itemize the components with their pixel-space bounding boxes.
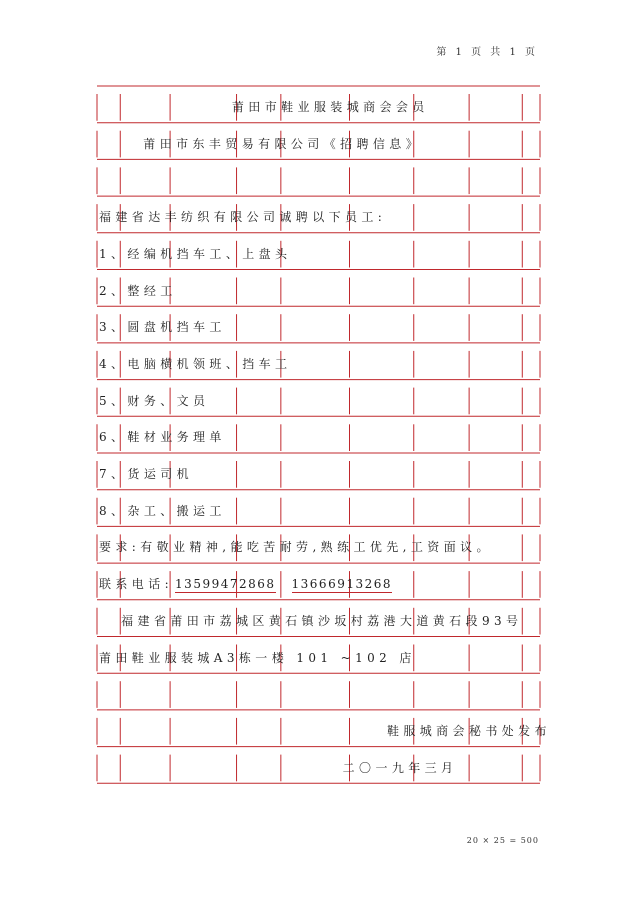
text-line [99,318,226,335]
text-line [99,649,416,666]
text-line-content: 3、圆盘机挡车工 [99,320,226,335]
page-footer: 20 × 25 = 500 [466,836,539,845]
text-line-content: 4、电脑横机领班、挡车工 [99,356,292,371]
text-line [143,135,422,152]
text-line [99,538,493,555]
text-line-content: 莆田市鞋业服装城商会会员 [231,100,429,114]
text-line [99,208,386,225]
text-line-content: 8、杂工、搬运工 [99,503,226,518]
text-line [99,502,226,519]
text-line-content: 鞋服城商会秘书处发布 [386,723,551,738]
text-line [99,355,291,372]
page-header: 第 1 页 共 1 页 [436,47,538,58]
text-line-content: 莆田市东丰贸易有限公司《招聘信息》 [143,136,423,151]
text-line [99,575,392,592]
text-line [99,282,177,299]
text-line-content: 1、经编机挡车工、上盘头 [99,246,292,261]
text-line [99,428,226,445]
text-line [121,612,522,629]
text-line-content: 福建省莆田市荔城区黄石镇沙坂村荔港大道黄石段93号 [121,613,523,628]
text-line-content: 2、整经工 [99,283,177,298]
text-line [99,465,193,482]
phone-number: 13599472868 [175,577,276,592]
text-line-content: 二〇一九年三月 [342,760,458,775]
text-line-content: 莆田鞋业服装城A3栋一楼 101 ~102 店 [99,650,416,665]
text-line-content: 福建省达丰纺织有限公司诚聘以下员工: [99,210,387,225]
text-line [387,722,551,739]
text-line [343,759,458,776]
text-line-content: 6、鞋材业务理单 [99,430,226,445]
text-line-content: 联系电话: [99,577,174,592]
text-line-content: 7、货运司机 [99,467,194,481]
text-line [99,392,209,409]
text-line-content: 要求:有敬业精神,能吃苦耐劳,熟练工优先,工资面议。 [99,540,493,555]
text-line [99,245,291,262]
text-line-content: 5、财务、文员 [99,393,210,408]
text-line [232,98,429,115]
phone-number: 13666913268 [291,577,393,592]
